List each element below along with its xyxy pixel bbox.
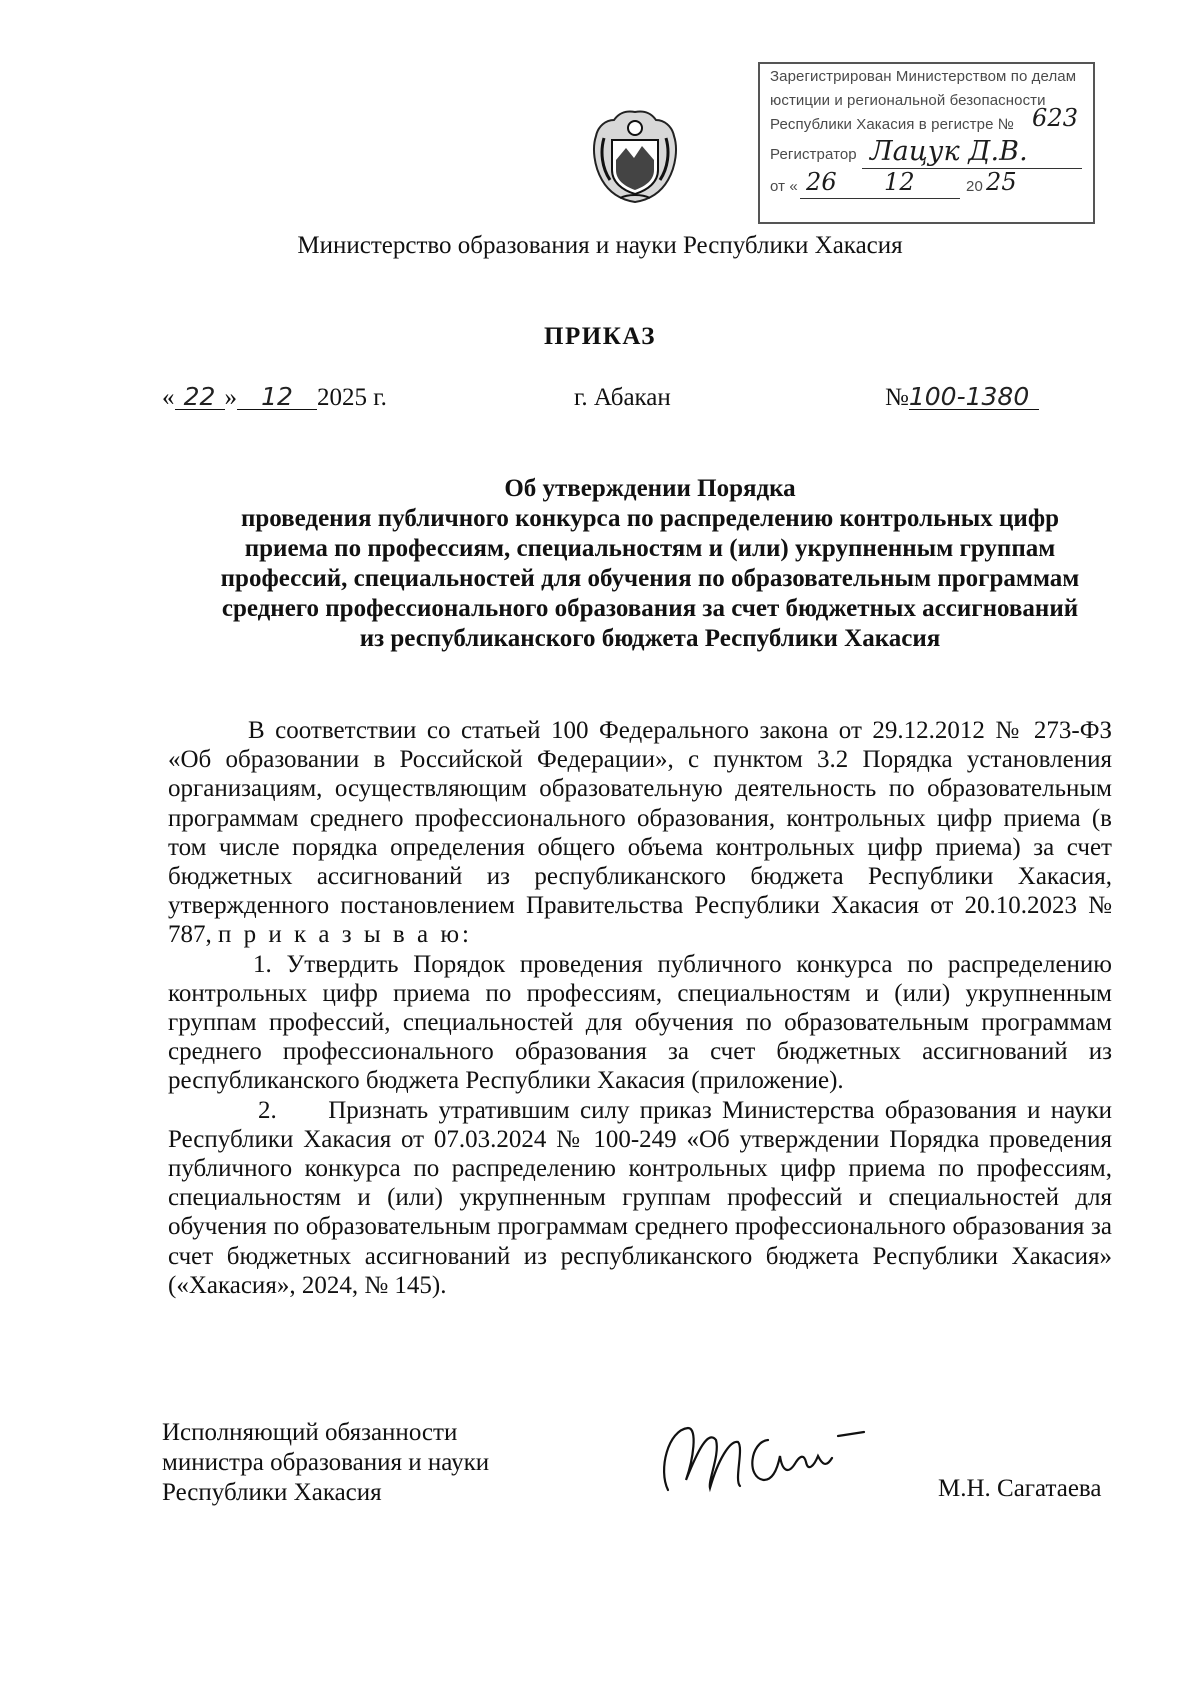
title-line: профессий, специальностей для обучения по образовательным программам — [220, 565, 1080, 592]
date-month: 12 — [237, 385, 317, 410]
order-item-1: 1. Утвердить Порядок проведения публичного конкурса по распределению контрольных цифр приема по профессиям, специальностям и (или) укрупненным группам профессий, специальностей для обучения по образовательным программам среднего профессионального образования за счет бюджетных ассигнований из республиканского бюджета Республики Хакасия (приложение). — [168, 950, 1112, 1095]
title-line: проведения публичного конкурса по распределению контрольных цифр — [240, 505, 1060, 532]
stamp-line-1: Зарегистрирован Министерством по делам — [770, 68, 1077, 85]
stamp-date-year-prefix: 20 — [966, 178, 983, 195]
stamp-registrar-signature: Лацук Д.В. — [870, 136, 1028, 167]
coat-of-arms-emblem — [590, 108, 680, 204]
order-city: г. Абакан — [574, 384, 671, 411]
date-open-quote: « — [162, 384, 175, 411]
order-body — [168, 716, 1112, 1300]
signatory-position-line: Республики Хакасия — [162, 1479, 382, 1506]
handwritten-signature — [638, 1400, 878, 1510]
date-day: 22 — [175, 385, 225, 410]
date-year: 2025 г. — [317, 384, 387, 411]
signatory-position — [162, 1418, 489, 1508]
document-type-heading: ПРИКАЗ — [544, 323, 656, 350]
stamp-registrar-label: Регистратор — [770, 146, 857, 163]
stamp-date-underline — [800, 198, 960, 199]
title-line: Об утверждении Порядка — [504, 475, 796, 502]
signatory-position-line: Исполняющий обязанности — [162, 1419, 458, 1446]
preamble-text: В соответствии со статьей 100 Федерального закона от 29.12.2012 № 273-ФЗ «Об образовании в Российской Федерации», с пунктом 3.2 Порядка установления организациям, осуществляющим образовательную деятельность по образовательным программам среднего профессионального образования, контрольных цифр приема (в том числе порядка определения общего объема контрольных цифр приема) за счет бюджетных ассигнований из республиканского бюджета Республики Хакасия, утвержденного постановлением Правительства Республики Хакасия от 20.10.2023 № 787, — [168, 717, 1112, 949]
number-value: 100-1380 — [909, 385, 1039, 410]
order-date — [162, 384, 387, 412]
stamp-date-day: 26 — [806, 168, 837, 196]
stamp-reg-number: 623 — [1032, 104, 1079, 132]
stamp-date-month: 12 — [884, 168, 915, 196]
registration-stamp — [758, 62, 1095, 224]
stamp-line-2: юстиции и региональной безопасности — [770, 92, 1046, 109]
order-word: п р и к а з ы в а ю: — [218, 921, 472, 949]
title-line: среднего профессионального образования за счет бюджетных ассигнований — [221, 595, 1079, 622]
signatory-name: М.Н. Сагатаева — [938, 1475, 1102, 1502]
date-close-quote: » — [224, 384, 237, 411]
number-label: № — [885, 384, 909, 411]
stamp-date-year: 25 — [986, 168, 1017, 196]
title-line: из республиканского бюджета Республики Хакасия — [359, 625, 941, 652]
order-title — [170, 474, 1130, 654]
stamp-date-prefix: от « — [770, 178, 798, 195]
ministry-name: Министерство образования и науки Республики Хакасия — [297, 232, 903, 259]
signatory-position-line: министра образования и науки — [162, 1449, 490, 1476]
order-item-2: 2. Признать утратившим силу приказ Министерства образования и науки Республики Хакасия от 07.03.2024 № 100-249 «Об утверждении Порядка проведения публичного конкурса по распределению контрольных цифр приема по профессиям, специальностям и (или) укрупненным группам профессий и специальностей для обучения по образовательным программам среднего профессионального образования за счет бюджетных ассигнований из республиканского бюджета Республики Хакасия» («Хакасия», 2024, № 145). — [168, 1096, 1112, 1299]
preamble-paragraph — [168, 716, 1112, 950]
stamp-line-3: Республики Хакасия в регистре № — [770, 116, 1014, 133]
title-line: приема по профессиям, специальностям и (или) укрупненным группам — [244, 535, 1056, 562]
order-number — [885, 384, 1039, 412]
